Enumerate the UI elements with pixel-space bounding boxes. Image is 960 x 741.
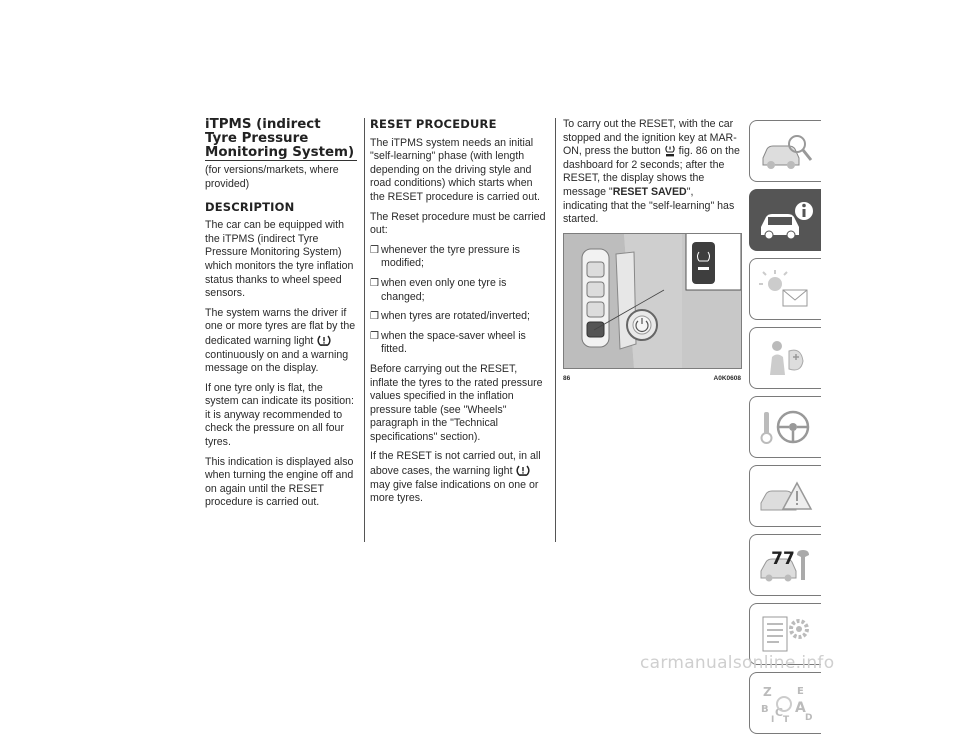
reset-paragraph-3: Before carrying out the RESET, inflate the tyres to the rated pressure values specified in the inflation pressure table (see "Wheels" paragraph in the "Technical specifications" section). (370, 362, 543, 443)
section-subtitle: (for versions/markets, where provided) (205, 164, 339, 190)
bullet-box-icon: ❒ (370, 330, 379, 342)
reset-paragraph-1: The iTPMS system needs an initial "self-learning" phase (with length depending on the driving style and road conditions) which starts when the RESET procedure is carried out. (370, 136, 540, 203)
bullet-box-icon: ❒ (370, 311, 379, 323)
alphabet-index-icon (757, 682, 815, 724)
list-item (370, 310, 548, 324)
column-3 (563, 118, 741, 385)
list-item-text: when even only one tyre is changed; (381, 276, 507, 303)
list-item (370, 330, 548, 357)
tyre-pressure-warning-icon (516, 464, 530, 477)
car-warning-triangle-icon (757, 475, 815, 517)
svg-text:D: D (804, 713, 812, 723)
reset-saved-message: RESET SAVED (612, 185, 687, 198)
text-run: continuously on and a warning message on the display. (205, 348, 349, 375)
svg-text:A: A (794, 700, 806, 716)
bullet-box-icon: ❒ (370, 244, 379, 256)
description-paragraph-4: This indication is displayed also when turning the engine off and on again until the RESET procedure is carried out. (205, 455, 354, 509)
svg-text:E: E (796, 686, 804, 697)
description-paragraph-2 (205, 307, 357, 376)
section-title: iTPMS (indirect Tyre Pressure Monitoring System) (205, 117, 355, 160)
text-run: To carry out the RESET, with the car stopped and the ignition key at MAR-ON, press the button (563, 118, 737, 158)
description-paragraph-3: If one tyre only is flat, the system can indicate its position: it is anyway recommended to check the pressure on all four tyres. (205, 381, 354, 449)
list-item-text: when tyres are rotated/inverted; (381, 310, 530, 323)
tab-knowing-the-car[interactable] (749, 120, 821, 182)
tab-warning-lights[interactable] (749, 258, 821, 320)
description-heading: DESCRIPTION (205, 199, 295, 214)
svg-text:I: I (770, 715, 774, 724)
column-1 (205, 118, 357, 516)
column-2 (370, 118, 548, 512)
figure-caption (563, 372, 741, 386)
tyre-pressure-warning-icon (317, 334, 331, 347)
svg-text:T: T (782, 715, 789, 724)
dashboard-illustration (564, 234, 741, 368)
car-magnifier-icon (757, 130, 815, 172)
tab-starting-driving[interactable] (749, 396, 821, 458)
bullet-box-icon: ❒ (370, 277, 379, 289)
watermark: carmanualsonline.info (640, 653, 835, 673)
list-item (370, 244, 548, 271)
title-underline (205, 160, 357, 161)
tab-safety[interactable] (749, 189, 821, 251)
reset-procedure-heading: RESET PROCEDURE (370, 117, 497, 131)
column-divider (555, 118, 556, 542)
page-number: 77 (771, 549, 795, 569)
column-divider (364, 118, 365, 542)
description-paragraph-1: The car can be equipped with the iTPMS (indirect Tyre Pressure Monitoring System) which monitors the tyre inflation status thanks to wheel speed sensors. (205, 219, 354, 300)
svg-text:C: C (774, 706, 783, 719)
list-item-text: whenever the tyre pressure is modified; (381, 243, 520, 270)
tpms-reset-button-icon (665, 145, 675, 157)
spec-sheet-gear-icon (757, 613, 815, 655)
chapter-tabs (749, 120, 821, 741)
text-run: ", indicating that the "self-learning" has started. (563, 185, 735, 226)
reset-instructions (563, 118, 741, 227)
svg-text:B: B (760, 704, 769, 715)
tab-occupant-safety[interactable] (749, 327, 821, 389)
key-steering-wheel-icon (757, 406, 815, 448)
list-item (370, 277, 548, 304)
text-run: fig. 86 on the dashboard for 2 seconds; after the RESET, the display shows the message " (563, 145, 740, 198)
text-run: may give false indications on one or more tyres. (370, 478, 539, 505)
reset-paragraph-4 (370, 450, 548, 505)
tab-index[interactable] (749, 672, 821, 734)
figure-code: A0K0608 (713, 374, 741, 382)
warning-light-envelope-icon (757, 268, 815, 310)
person-airbag-icon (757, 337, 815, 379)
dashboard-figure (563, 233, 742, 369)
svg-text:Z: Z (762, 685, 772, 699)
list-item-text: when the space-saver wheel is fitted. (381, 329, 526, 356)
tab-emergency[interactable] (749, 465, 821, 527)
figure-number: 86 (563, 374, 571, 382)
car-info-icon (757, 199, 815, 241)
text-run: The system warns the driver if one or more tyres are flat by the dedicated warning light (205, 306, 356, 347)
text-run: If the RESET is not carried out, in all above cases, the warning light (370, 450, 541, 478)
reset-paragraph-2: The Reset procedure must be carried out: (370, 210, 546, 237)
